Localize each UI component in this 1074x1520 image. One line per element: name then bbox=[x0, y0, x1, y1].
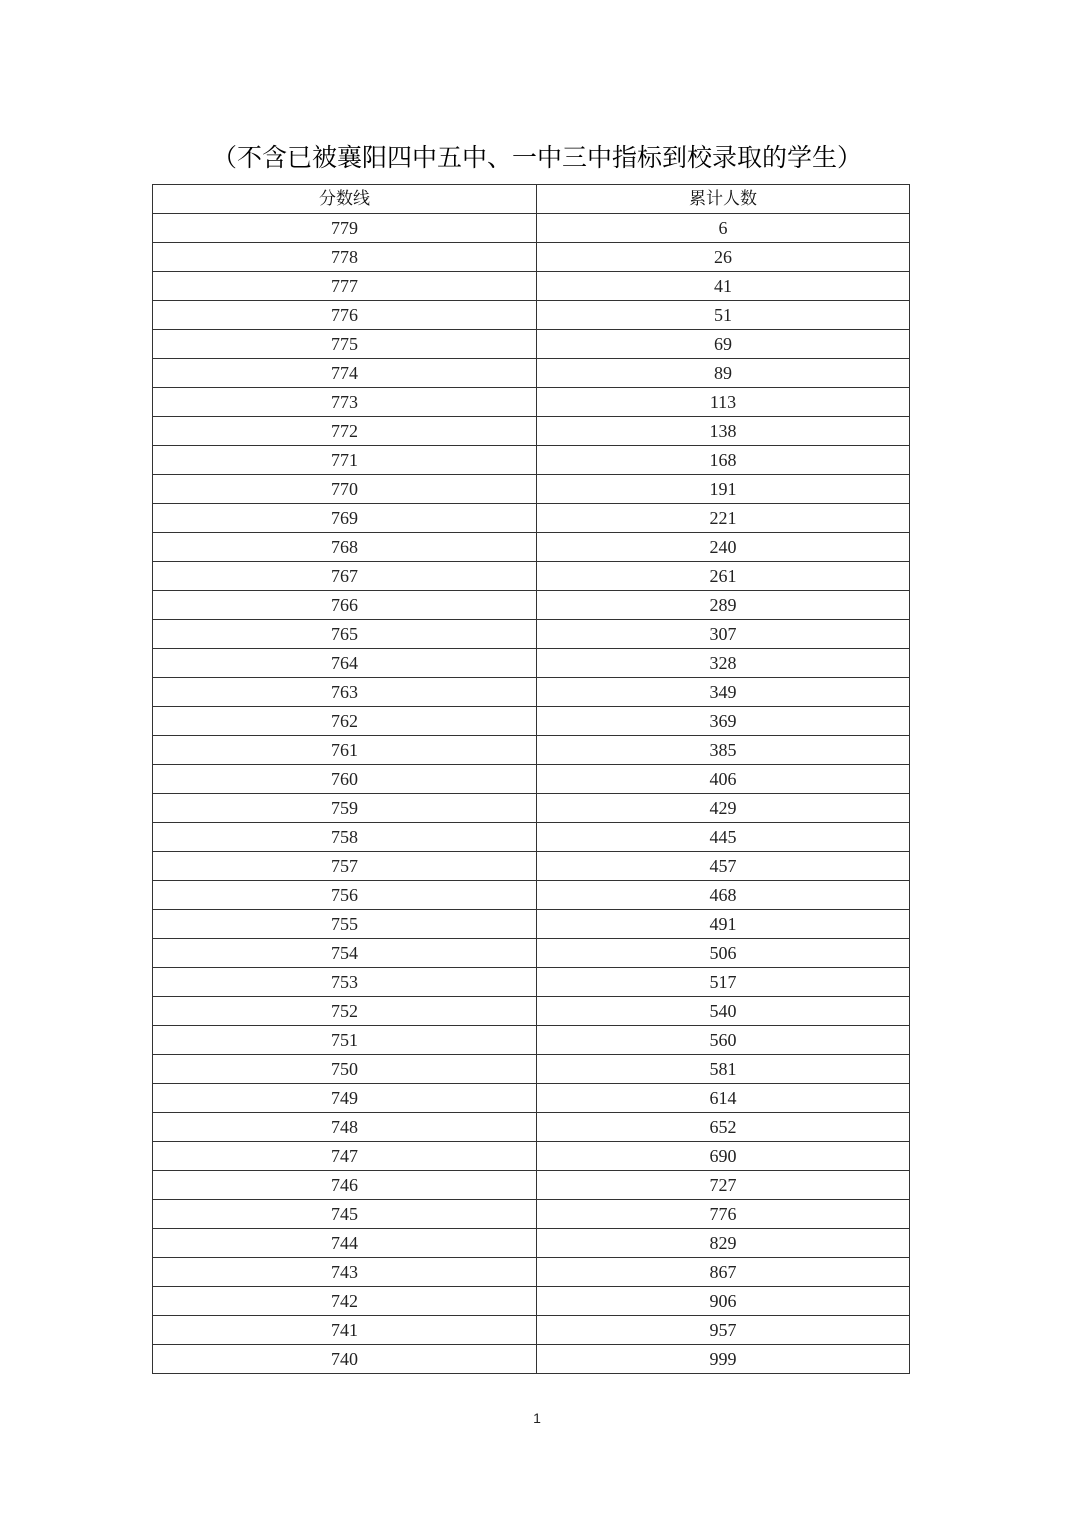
table-row bbox=[153, 649, 910, 678]
table-row bbox=[153, 1229, 910, 1258]
score-line-cell: 751 bbox=[153, 1026, 537, 1055]
cumulative-count-cell: 560 bbox=[537, 1026, 910, 1055]
cumulative-count-cell: 289 bbox=[537, 591, 910, 620]
cumulative-count-cell: 51 bbox=[537, 301, 910, 330]
score-line-cell: 755 bbox=[153, 910, 537, 939]
score-line-cell: 745 bbox=[153, 1200, 537, 1229]
cumulative-count-cell: 168 bbox=[537, 446, 910, 475]
score-line-cell: 767 bbox=[153, 562, 537, 591]
page-number: 1 bbox=[533, 1410, 541, 1426]
table-row bbox=[153, 243, 910, 272]
table-row bbox=[153, 359, 910, 388]
cumulative-count-cell: 727 bbox=[537, 1171, 910, 1200]
table-row bbox=[153, 997, 910, 1026]
table-row bbox=[153, 1287, 910, 1316]
cumulative-count-cell: 581 bbox=[537, 1055, 910, 1084]
cumulative-count-cell: 506 bbox=[537, 939, 910, 968]
score-line-cell: 768 bbox=[153, 533, 537, 562]
cumulative-count-cell: 867 bbox=[537, 1258, 910, 1287]
cumulative-count-cell: 240 bbox=[537, 533, 910, 562]
score-line-cell: 756 bbox=[153, 881, 537, 910]
cumulative-count-cell: 41 bbox=[537, 272, 910, 301]
cumulative-count-cell: 349 bbox=[537, 678, 910, 707]
score-line-cell: 766 bbox=[153, 591, 537, 620]
score-line-cell: 752 bbox=[153, 997, 537, 1026]
document-title: （不含已被襄阳四中五中、一中三中指标到校录取的学生） bbox=[211, 143, 862, 172]
score-line-cell: 743 bbox=[153, 1258, 537, 1287]
table-row bbox=[153, 446, 910, 475]
score-line-cell: 762 bbox=[153, 707, 537, 736]
cumulative-count-cell: 69 bbox=[537, 330, 910, 359]
score-line-cell: 772 bbox=[153, 417, 537, 446]
score-line-cell: 763 bbox=[153, 678, 537, 707]
cumulative-count-cell: 307 bbox=[537, 620, 910, 649]
score-line-cell: 776 bbox=[153, 301, 537, 330]
cumulative-count-cell: 457 bbox=[537, 852, 910, 881]
score-line-cell: 775 bbox=[153, 330, 537, 359]
cumulative-count-cell: 468 bbox=[537, 881, 910, 910]
table-row bbox=[153, 1258, 910, 1287]
table-row bbox=[153, 823, 910, 852]
column-header-score-line: 分数线 bbox=[153, 185, 537, 214]
score-line-cell: 747 bbox=[153, 1142, 537, 1171]
cumulative-count-cell: 406 bbox=[537, 765, 910, 794]
cumulative-count-cell: 517 bbox=[537, 968, 910, 997]
score-line-cell: 771 bbox=[153, 446, 537, 475]
score-line-cell: 748 bbox=[153, 1113, 537, 1142]
column-header-cumulative-count: 累计人数 bbox=[537, 185, 910, 214]
score-line-cell: 774 bbox=[153, 359, 537, 388]
cumulative-count-cell: 369 bbox=[537, 707, 910, 736]
table-row bbox=[153, 1345, 910, 1374]
cumulative-count-cell: 89 bbox=[537, 359, 910, 388]
score-line-cell: 742 bbox=[153, 1287, 537, 1316]
table-body bbox=[153, 214, 910, 1374]
cumulative-count-cell: 191 bbox=[537, 475, 910, 504]
score-line-cell: 770 bbox=[153, 475, 537, 504]
cumulative-count-cell: 776 bbox=[537, 1200, 910, 1229]
table-row bbox=[153, 475, 910, 504]
cumulative-count-cell: 113 bbox=[537, 388, 910, 417]
table-row bbox=[153, 707, 910, 736]
cumulative-count-cell: 429 bbox=[537, 794, 910, 823]
table-row bbox=[153, 330, 910, 359]
cumulative-count-cell: 328 bbox=[537, 649, 910, 678]
cumulative-count-cell: 491 bbox=[537, 910, 910, 939]
cumulative-count-cell: 6 bbox=[537, 214, 910, 243]
table-row bbox=[153, 591, 910, 620]
score-line-cell: 760 bbox=[153, 765, 537, 794]
cumulative-count-cell: 385 bbox=[537, 736, 910, 765]
score-line-cell: 773 bbox=[153, 388, 537, 417]
score-line-cell: 761 bbox=[153, 736, 537, 765]
score-line-cell: 744 bbox=[153, 1229, 537, 1258]
table-row bbox=[153, 910, 910, 939]
table-row bbox=[153, 1113, 910, 1142]
table-row bbox=[153, 939, 910, 968]
cumulative-count-cell: 906 bbox=[537, 1287, 910, 1316]
cumulative-count-cell: 445 bbox=[537, 823, 910, 852]
table-row bbox=[153, 1171, 910, 1200]
table-row bbox=[153, 881, 910, 910]
table-row bbox=[153, 214, 910, 243]
score-line-cell: 749 bbox=[153, 1084, 537, 1113]
score-line-cell: 750 bbox=[153, 1055, 537, 1084]
score-line-cell: 746 bbox=[153, 1171, 537, 1200]
table-row bbox=[153, 794, 910, 823]
table-row bbox=[153, 504, 910, 533]
table-row bbox=[153, 301, 910, 330]
score-line-cell: 778 bbox=[153, 243, 537, 272]
score-line-cell: 741 bbox=[153, 1316, 537, 1345]
cumulative-count-cell: 221 bbox=[537, 504, 910, 533]
cumulative-count-cell: 261 bbox=[537, 562, 910, 591]
score-line-cell: 779 bbox=[153, 214, 537, 243]
score-line-cell: 759 bbox=[153, 794, 537, 823]
table-row bbox=[153, 1200, 910, 1229]
score-line-cell: 764 bbox=[153, 649, 537, 678]
cumulative-count-cell: 829 bbox=[537, 1229, 910, 1258]
table-row bbox=[153, 765, 910, 794]
table-row bbox=[153, 1084, 910, 1113]
table-row bbox=[153, 1316, 910, 1345]
score-line-cell: 753 bbox=[153, 968, 537, 997]
cumulative-count-cell: 652 bbox=[537, 1113, 910, 1142]
table-row bbox=[153, 620, 910, 649]
cumulative-count-cell: 999 bbox=[537, 1345, 910, 1374]
cumulative-count-cell: 26 bbox=[537, 243, 910, 272]
table-row bbox=[153, 1142, 910, 1171]
table-row bbox=[153, 1055, 910, 1084]
table-row bbox=[153, 852, 910, 881]
table-header-row bbox=[153, 185, 910, 214]
table-row bbox=[153, 388, 910, 417]
table-row bbox=[153, 562, 910, 591]
score-line-cell: 754 bbox=[153, 939, 537, 968]
cumulative-count-cell: 614 bbox=[537, 1084, 910, 1113]
table-row bbox=[153, 736, 910, 765]
score-line-cell: 777 bbox=[153, 272, 537, 301]
score-line-cell: 758 bbox=[153, 823, 537, 852]
score-table bbox=[152, 184, 910, 1374]
table-row bbox=[153, 678, 910, 707]
table-row bbox=[153, 533, 910, 562]
score-line-cell: 740 bbox=[153, 1345, 537, 1374]
score-line-cell: 769 bbox=[153, 504, 537, 533]
cumulative-count-cell: 138 bbox=[537, 417, 910, 446]
table-row bbox=[153, 968, 910, 997]
score-line-cell: 757 bbox=[153, 852, 537, 881]
cumulative-count-cell: 690 bbox=[537, 1142, 910, 1171]
table-row bbox=[153, 272, 910, 301]
cumulative-count-cell: 957 bbox=[537, 1316, 910, 1345]
cumulative-count-cell: 540 bbox=[537, 997, 910, 1026]
table-row bbox=[153, 1026, 910, 1055]
table-row bbox=[153, 417, 910, 446]
score-line-cell: 765 bbox=[153, 620, 537, 649]
